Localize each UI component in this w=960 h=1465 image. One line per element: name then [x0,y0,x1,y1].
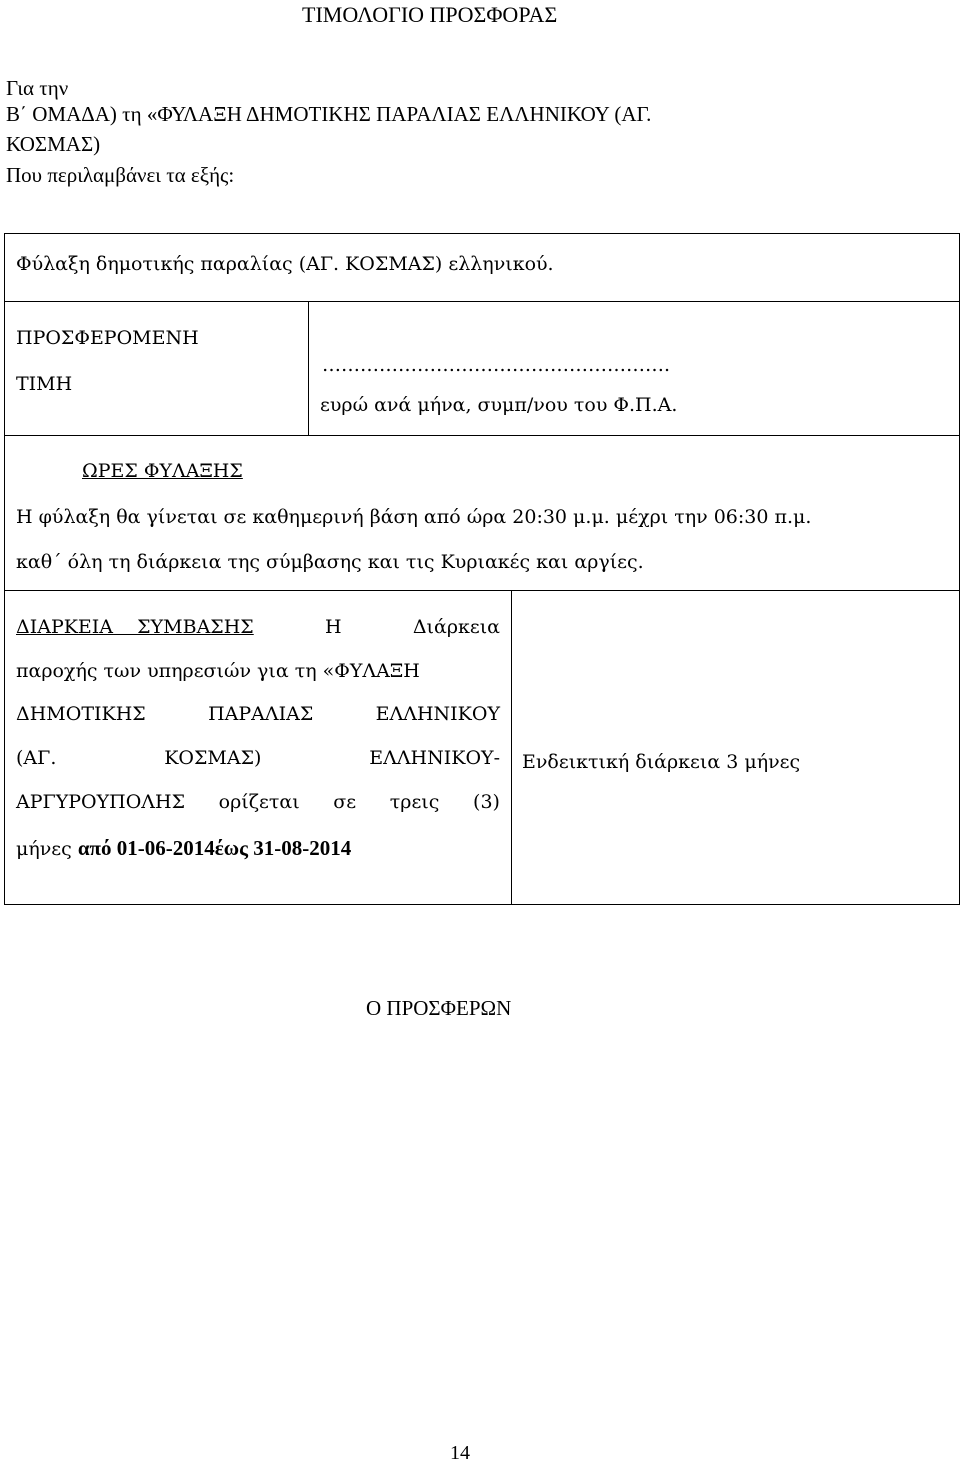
col-divider [308,301,309,435]
service-description: Φύλαξη δημοτικής παραλίας (ΑΓ. ΚΟΣΜΑΣ) ελληνικού. [16,253,554,275]
intro-line-2: Β΄ ΟΜΑΔΑ) τη «ΦΥΛΑΞΗ ΔΗΜΟΤΙΚΗΣ ΠΑΡΑΛΙΑΣ ΕΛΛΗΝΙΚΟΥ (ΑΓ. [6,102,652,126]
duration-row-3 [16,703,500,725]
duration-row-6 [16,836,351,861]
duration-word: Η [324,616,342,638]
intro-line-1: Για την [6,76,69,100]
duration-word: ΠΑΡΑΛΙΑΣ [208,703,314,725]
duration-word: σε [333,791,357,813]
price-label-line-2: ΤΙΜΗ [16,373,73,395]
intro-line-3: ΚΟΣΜΑΣ) [6,132,101,156]
indicative-duration: Ενδεικτική διάρκεια 3 μήνες [522,751,801,773]
duration-word: τρεις [389,791,440,813]
duration-heading: ΔΙΑΡΚΕΙΑ ΣΥΜΒΑΣΗΣ [16,616,254,638]
duration-row-5 [16,791,500,813]
row-divider [4,590,960,591]
page-number: 14 [450,1442,470,1464]
price-unit: ευρώ ανά μήνα, συμπ/νου του Φ.Π.Α. [320,394,678,416]
hours-heading: ΩΡΕΣ ΦΥΛΑΞΗΣ [82,460,243,482]
row-divider [4,435,960,436]
duration-word: ορίζεται [218,791,300,813]
duration-word: ΕΛΛΗΝΙΚΟΥ- [369,747,500,769]
row-divider [4,301,960,302]
price-blank-dots: ………………………………………………. [322,354,671,376]
duration-months-word: μήνες [16,838,78,860]
price-label-line-1: ΠΡΟΣΦΕΡΟΜΕΝΗ [16,327,199,349]
document-title: ΤΙΜΟΛΟΓΙΟ ΠΡΟΣΦΟΡΑΣ [302,2,558,27]
duration-row-4 [16,747,500,769]
duration-word: ΔΗΜΟΤΙΚΗΣ [16,703,146,725]
duration-row-1 [16,616,500,638]
signature-label: Ο ΠΡΟΣΦΕΡΩΝ [366,996,512,1020]
col-divider [511,590,512,905]
duration-word: ΕΛΛΗΝΙΚΟΥ [375,703,500,725]
duration-dates: από 01-06-2014έως 31-08-2014 [77,836,352,860]
duration-word: ΚΟΣΜΑΣ) [164,747,262,769]
duration-row-2: παροχής των υπηρεσιών για τη «ΦΥΛΑΞΗ [16,660,420,682]
duration-word: Διάρκεια [412,616,500,638]
duration-word: ΑΡΓΥΡΟΥΠΟΛΗΣ [16,791,186,813]
hours-line-2: καθ΄ όλη τη διάρκεια της σύμβασης και τις Κυριακές και αργίες. [16,551,644,573]
duration-word: (3) [473,791,500,813]
duration-word: (ΑΓ. [16,747,57,769]
intro-line-4: Που περιλαμβάνει τα εξής: [6,163,235,187]
hours-line-1: Η φύλαξη θα γίνεται σε καθημερινή βάση από ώρα 20:30 μ.μ. μέχρι την 06:30 π.μ. [16,506,812,528]
